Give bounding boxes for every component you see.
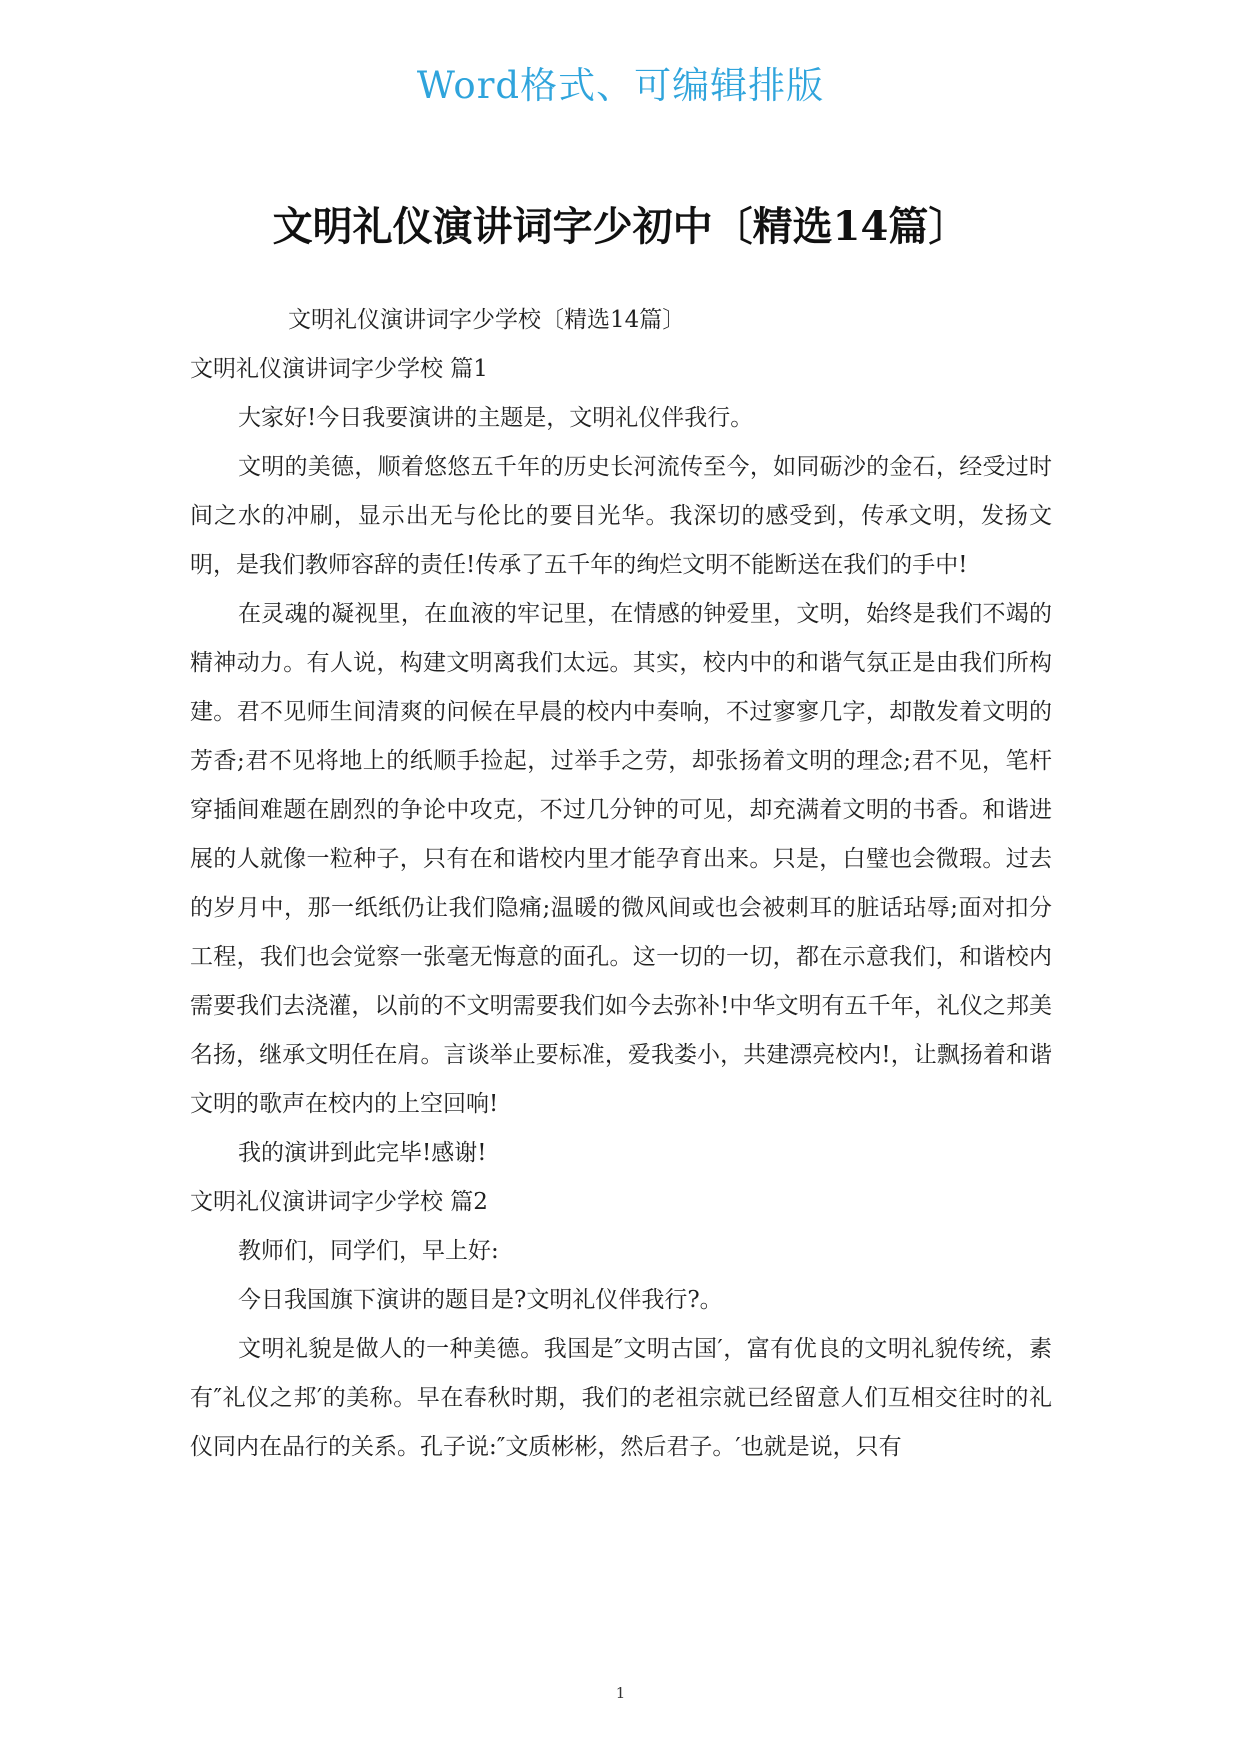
section-heading-1: 文明礼仪演讲词字少学校 篇1 <box>190 356 488 382</box>
document-title: 文明礼仪演讲词字少初中〔精选14篇〕 <box>272 203 969 250</box>
paragraph: 我的演讲到此完毕!感谢! <box>238 1140 487 1166</box>
paragraph: 今日我国旗下演讲的题目是?文明礼仪伴我行?。 <box>238 1287 723 1313</box>
paragraph: 在灵魂的凝视里，在血液的牢记里，在情感的钟爱里，文明，始终是我们不竭的精神动力。有人说，构建文明离我们太远。其实，校内中的和谐气氛正是由我们所构建。君不见师生间清爽的问候在早晨的校内中奏响，不过寥寥几字，却散发着文明的芳香;君不见将地上的纸顺手捡起，过举手之劳，却张扬着文明的理念;君不见，笔杆穿插间难题在剧烈的争论中攻克，不过几分钟的可见，却充满着文明的书香。和谐进展的人就像一粒种子，只有在和谐校内里才能孕育出来。只是，白璧也会微瑕。过去的岁月中，那一纸纸仍让我们隐痛;温暖的微风间或也会被刺耳的脏话玷辱;面对扣分工程，我们也会觉察一张毫无悔意的面孔。这一切的一切，都在示意我们，和谐校内需要我们去浇灌，以前的不文明需要我们如今去弥补!中华文明有五千年，礼仪之邦美名扬，继承文明任在肩。言谈举止要标准，爱我娄小，共建漂亮校内!，让飘扬着和谐文明的歌声在校内的上空回响! <box>190 601 1052 1117</box>
document-subtitle: 文明礼仪演讲词字少学校〔精选14篇〕 <box>288 307 686 333</box>
paragraph: 大家好!今日我要演讲的主题是，文明礼仪伴我行。 <box>238 405 754 431</box>
section-heading-2: 文明礼仪演讲词字少学校 篇2 <box>190 1189 488 1215</box>
paragraph: 教师们，同学们，早上好: <box>238 1238 499 1264</box>
page-number: 1 <box>615 1684 626 1702</box>
document-body <box>190 296 1052 1472</box>
word-format-banner: Word格式、可编辑排版 <box>416 64 825 107</box>
paragraph: 文明礼貌是做人的一种美德。我国是″文明古国′，富有优良的文明礼貌传统，素有″礼仪之邦′的美称。早在春秋时期，我们的老祖宗就已经留意人们互相交往时的礼仪同内在品行的关系。孔子说:″文质彬彬，然后君子。′也就是说，只有 <box>190 1336 1052 1460</box>
paragraph: 文明的美德，顺着悠悠五千年的历史长河流传至今，如同砺沙的金石，经受过时间之水的冲刷，显示出无与伦比的要目光华。我深切的感受到，传承文明，发扬文明，是我们教师容辞的责任!传承了五千年的绚烂文明不能断送在我们的手中! <box>190 454 1052 578</box>
